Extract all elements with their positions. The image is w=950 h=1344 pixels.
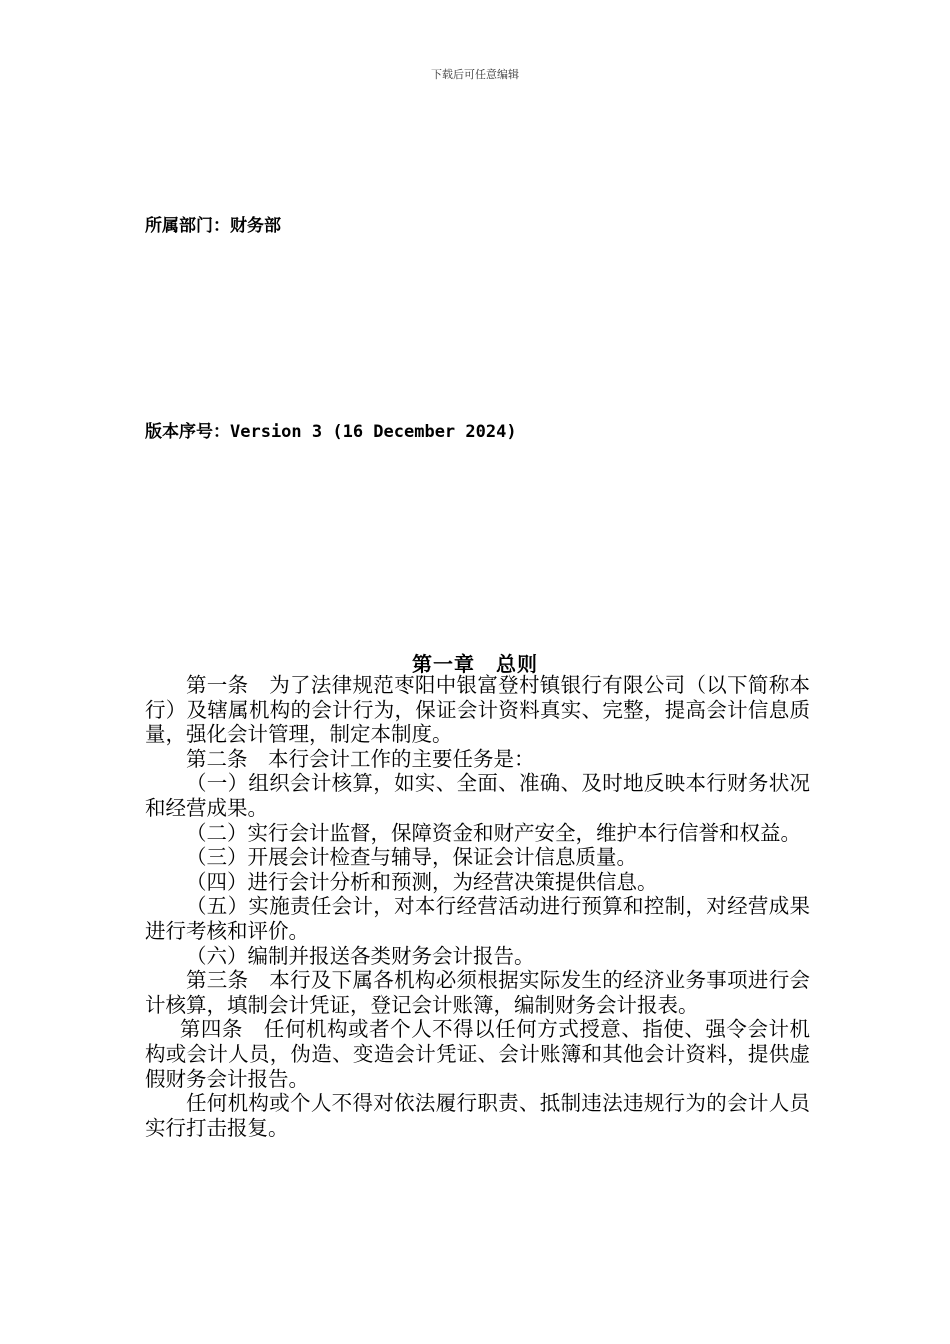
paragraph-article-1: 第一条 为了法律规范枣阳中银富登村镇银行有限公司（以下简称本行）及辖属机构的会计行为，保证会计资料真实、完整，提高会计信息质量，强化会计管理，制定本制度。: [145, 673, 810, 747]
paragraph-article-3: 第三条 本行及下属各机构必须根据实际发生的经济业务事项进行会计核算，填制会计凭证，登记会计账簿，编制财务会计报表。: [145, 968, 810, 1017]
department-value: 财务部: [230, 216, 281, 236]
paragraph-article-4-continued: 任何机构或个人不得对依法履行职责、抵制违法违规行为的会计人员实行打击报复。: [145, 1091, 810, 1140]
department-label: 所属部门：: [145, 216, 230, 236]
paragraph-task-1: （一）组织会计核算，如实、全面、准确、及时地反映本行财务状况和经营成果。: [145, 771, 810, 820]
version-label: 版本序号：: [145, 422, 230, 442]
version-value: Version 3 (16 December 2024): [230, 422, 517, 442]
chapter-title: 第一章 总则: [412, 652, 538, 676]
paragraph-task-5: （五）实施责任会计，对本行经营活动进行预算和控制，对经营成果进行考核和评价。: [145, 894, 810, 943]
header-note: 下载后可任意编辑: [431, 68, 519, 81]
paragraph-task-4: （四）进行会计分析和预测，为经营决策提供信息。: [186, 869, 658, 894]
document-body: [145, 673, 810, 1140]
version-line: [145, 417, 517, 442]
paragraph-task-6: （六）编制并报送各类财务会计报告。: [186, 943, 535, 968]
paragraph-article-4: 第四条 任何机构或者个人不得以任何方式授意、指使、强令会计机构或会计人员，伪造、变造会计凭证、会计账簿和其他会计资料，提供虚假财务会计报告。: [145, 1017, 810, 1091]
paragraph-article-2: 第二条 本行会计工作的主要任务是：: [186, 746, 535, 771]
department-line: [145, 211, 281, 236]
paragraph-task-2: （二）实行会计监督，保障资金和财产安全，维护本行信誉和权益。: [186, 820, 801, 845]
paragraph-task-3: （三）开展会计检查与辅导，保证会计信息质量。: [186, 845, 637, 870]
